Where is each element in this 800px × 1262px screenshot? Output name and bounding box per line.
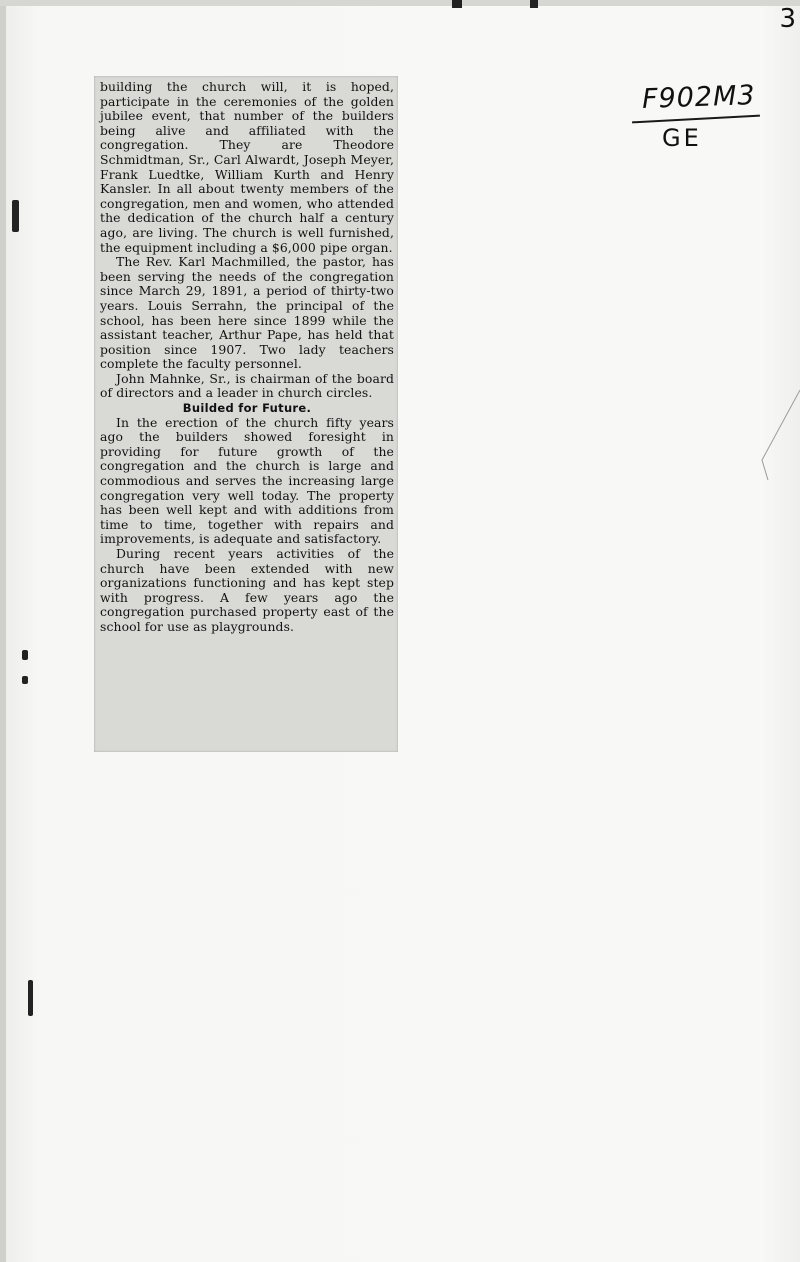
handwritten-catalog-annotation bbox=[632, 82, 772, 152]
catalog-underline bbox=[632, 115, 760, 124]
page-number: 3 bbox=[779, 4, 796, 34]
catalog-code: F902M3 bbox=[641, 80, 757, 115]
article-paragraph: During recent years activities of the church have been extended with new organizations functioning and has kept step with progress. A few years ago the congregation purchased property east of the school for use as playgrounds. bbox=[100, 546, 394, 634]
binding-mark bbox=[22, 650, 28, 660]
binding-mark bbox=[22, 676, 28, 684]
top-edge-mark bbox=[452, 0, 462, 8]
binding-mark bbox=[28, 980, 33, 1016]
page-top-edge bbox=[0, 0, 800, 6]
page-left-edge bbox=[0, 0, 6, 1262]
newspaper-clipping bbox=[100, 80, 394, 635]
article-paragraph: building the church will, it is hoped, participate in the ceremonies of the golden jubilee event, that number of the builders being alive and affiliated with the congregation. They are Theodore Schmidtman, Sr., Carl Alwardt, Joseph Meyer, Frank Luedtke, William Kurth and Henry Kansler. In all about twenty members of the congregation, men and women, who attended the dedication of the church half a century ago, are living. The church is well furnished, the equipment including a $6,000 pipe organ. bbox=[100, 79, 394, 255]
article-paragraph: The Rev. Karl Machmilled, the pastor, has been serving the needs of the congregation since March 29, 1891, a period of thirty-two years. Louis Serrahn, the principal of the school, has been here since 1899 while the assistant teacher, Arthur Pape, has held that position since 1907. Two lady teachers complete the faculty personnel. bbox=[100, 254, 394, 372]
paper-crease bbox=[740, 390, 800, 480]
article-paragraph: In the erection of the church fifty years ago the builders showed foresight in providing for future growth of the congregation and the church is large and commodious and serves the increasing large congregation very well today. The property has been well kept and with additions from time to time, together with repairs and improvements, is adequate and satisfactory. bbox=[100, 414, 394, 547]
article-subhead: Builded for Future. bbox=[182, 401, 312, 416]
catalog-sub: GE bbox=[662, 124, 702, 152]
article-paragraph: John Mahnke, Sr., is chairman of the board of directors and a leader in church circles. bbox=[100, 370, 394, 401]
binding-mark bbox=[12, 200, 19, 232]
top-edge-mark bbox=[530, 0, 538, 8]
